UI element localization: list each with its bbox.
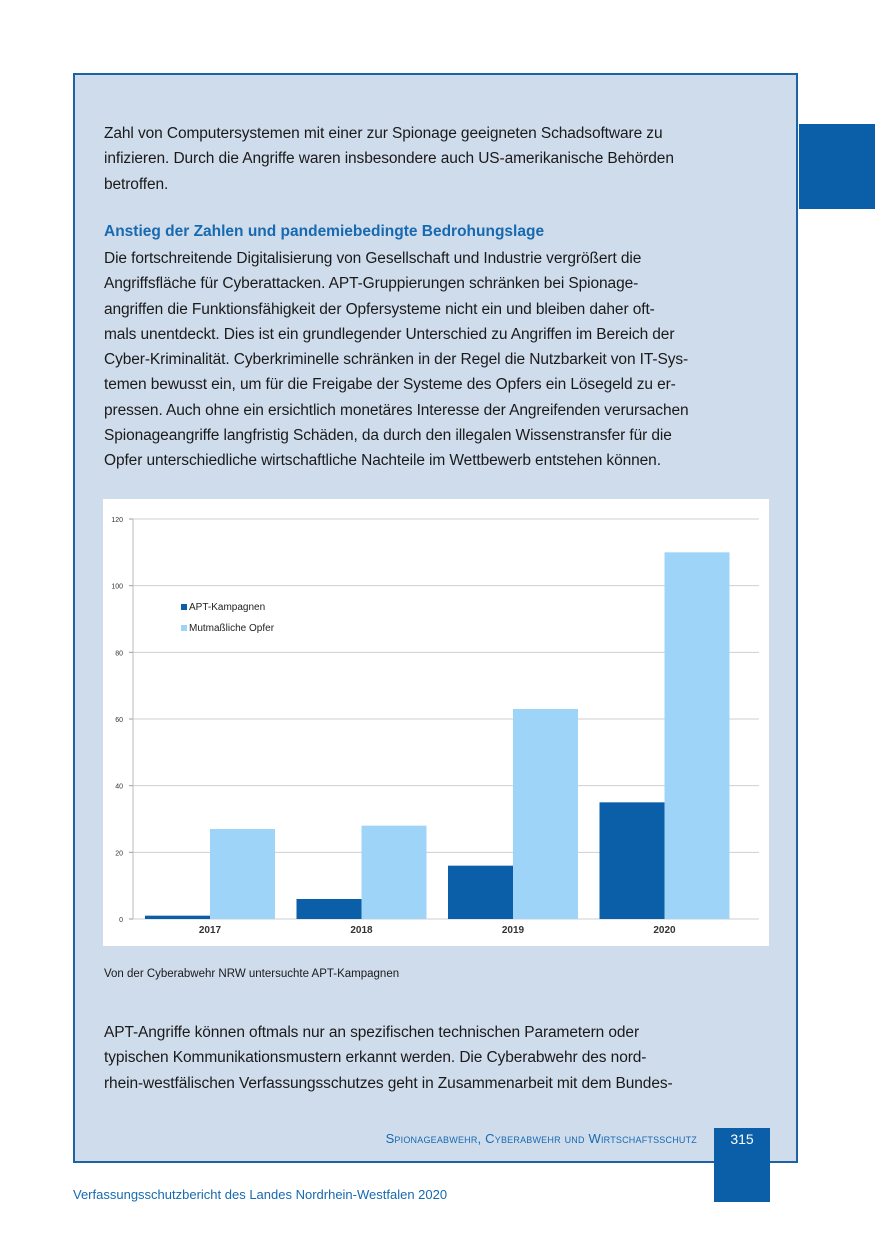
closing-line: APT-Angriffe können oftmals nur an spezifischen technischen Parametern oder: [104, 1024, 640, 1041]
x-tick-label: 2019: [501, 925, 525, 936]
section-line: temen bewusst ein, um für die Freigabe der Systeme des Opfers ein Lösegeld zu er-: [104, 376, 676, 394]
y-tick-label: 60: [115, 717, 123, 724]
section-heading: Anstieg der Zahlen und pandemiebedingte Bedrohungslage: [104, 223, 545, 240]
legend-swatch: [181, 625, 187, 631]
y-tick-label: 20: [115, 850, 123, 858]
intro-line: betroffen.: [104, 175, 169, 193]
bar-mutmassliche-opfer: [665, 552, 730, 919]
closing-line: typischen Kommunikationsmustern erkannt werden. Die Cyberabwehr des nord-: [104, 1049, 647, 1067]
legend-swatch: [181, 604, 187, 610]
section-line: Opfer unterschiedliche wirtschaftliche Nachteile im Wettbewerb entstehen können.: [104, 452, 661, 470]
y-tick-label: 100: [111, 583, 123, 591]
section-line: Cyber-Kriminalität. Cyberkriminelle schränken in der Regel die Nutzbarkeit von IT-Sys-: [104, 351, 689, 369]
intro-line: Zahl von Computersystemen mit einer zur Spionage geeigneten Schadsoftware zu: [104, 125, 663, 142]
bar-chart: [103, 499, 769, 946]
bar-apt-kampagnen: [297, 899, 362, 919]
y-tick-label: 0: [119, 917, 123, 924]
bar-apt-kampagnen: [448, 866, 513, 919]
legend-label: APT-Kampagnen: [189, 602, 266, 613]
closing-paragraph: [104, 1020, 772, 1096]
chart-canvas: [103, 499, 769, 946]
bar-mutmassliche-opfer: [210, 829, 275, 919]
y-tick-label: 120: [111, 517, 123, 524]
page-number: 315: [730, 1131, 754, 1147]
bar-mutmassliche-opfer: [513, 709, 578, 919]
y-tick-label: 40: [115, 783, 123, 791]
chart-caption: Von der Cyberabwehr NRW untersuchte APT-Kampagnen: [104, 968, 400, 980]
x-tick-label: 2020: [653, 925, 676, 936]
section-line: mals unentdeckt. Dies ist ein grundlegender Unterschied zu Angriffen im Bereich der: [104, 325, 675, 343]
bar-apt-kampagnen: [145, 916, 210, 919]
bar-apt-kampagnen: [600, 802, 665, 919]
section-line: angriffen die Funktionsfähigkeit der Opfersysteme nicht ein und bleiben daher oft-: [104, 300, 655, 318]
section-paragraph: [104, 246, 772, 474]
x-tick-label: 2018: [350, 925, 373, 936]
section-line: Angriffsfläche für Cyberattacken. APT-Gruppierungen schränken bei Spionage-: [104, 275, 639, 293]
side-tab-marker: [799, 124, 875, 209]
x-tick-label: 2017: [198, 925, 222, 936]
publication-title: Verfassungsschutzbericht des Landes Nordrhein-Westfalen 2020: [73, 1187, 448, 1202]
bar-mutmassliche-opfer: [362, 826, 427, 919]
section-line: pressen. Auch ohne ein ersichtlich monetäres Interesse der Angreifenden verursachen: [104, 401, 689, 419]
intro-line: infizieren. Durch die Angriffe waren insbesondere auch US-amerikanische Behörden: [104, 150, 674, 168]
legend-label: Mutmaßliche Opfer: [189, 623, 275, 634]
y-tick-label: 80: [115, 650, 123, 658]
footer-section-title: Spionageabwehr, Cyberabwehr und Wirtschaftsschutz: [385, 1131, 697, 1146]
closing-line: rhein-westfälischen Verfassungsschutzes geht in Zusammenarbeit mit dem Bundes-: [104, 1074, 673, 1092]
section-line: Spionageangriffe langfristig Schäden, da durch den illegalen Wissenstransfer für die: [104, 427, 672, 445]
section-line: Die fortschreitende Digitalisierung von Gesellschaft und Industrie vergrößert die: [104, 250, 642, 267]
intro-paragraph: [104, 121, 772, 197]
